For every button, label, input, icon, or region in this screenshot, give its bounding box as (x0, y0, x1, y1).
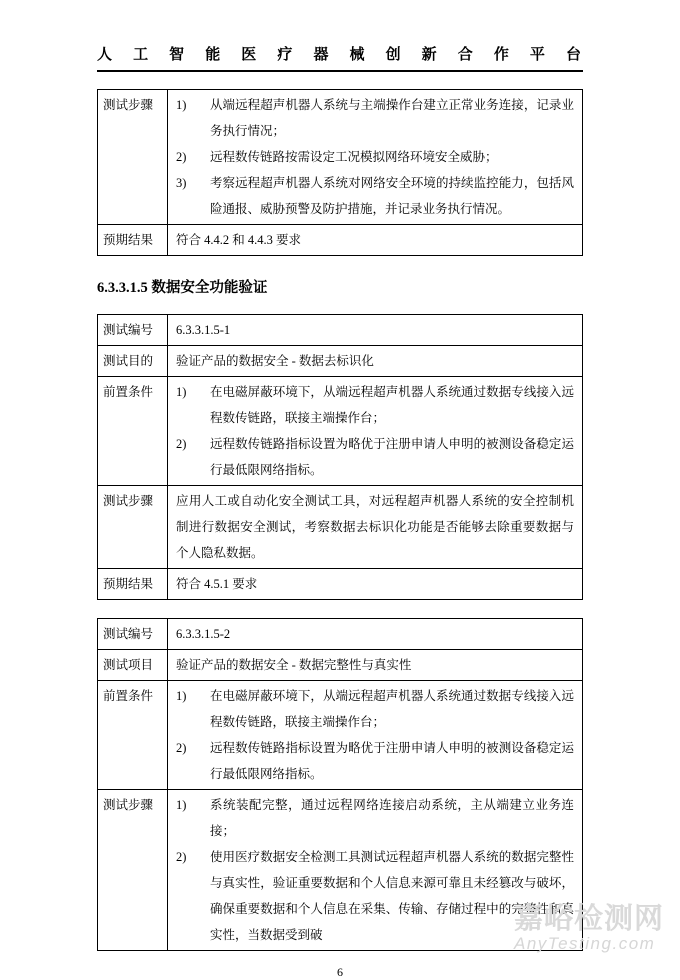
table-row (98, 619, 583, 650)
test-table-continued (97, 89, 583, 256)
table-row (98, 346, 583, 377)
cell-text: 6.3.3.1.5-2 (176, 627, 231, 641)
cell-text: 应用人工或自动化安全测试工具，对远程超声机器人系统的安全控制机制进行数据安全测试，考察数据去标识化功能是否能够去除重要数据与个人隐私数据。 (176, 494, 574, 560)
numbered-item (176, 683, 574, 735)
item-text: 使用医疗数据安全检测工具测试远程超声机器人系统的数据完整性与真实性，验证重要数据和个人信息来源可靠且未经篡改与破坏，确保重要数据和个人信息在采集、传输、存储过程中的完整性和真实性，当数据受到破 (210, 850, 574, 942)
row-label-cell: 测试编号 (98, 619, 168, 650)
row-content-cell (168, 315, 583, 346)
row-label-cell: 测试项目 (98, 650, 168, 681)
item-number: 2) (176, 741, 187, 755)
row-label-cell: 测试步骤 (98, 486, 168, 569)
item-text: 远程数传链路指标设置为略优于注册申请人申明的被测设备稳定运行最低限网络指标。 (210, 741, 574, 781)
table-row (98, 225, 583, 256)
item-text: 在电磁屏蔽环境下，从端远程超声机器人系统通过数据专线接入远程数传链路，联接主端操作台； (210, 385, 574, 425)
row-label-cell: 测试目的 (98, 346, 168, 377)
item-number: 2) (176, 150, 187, 164)
row-content-cell (168, 90, 583, 225)
table-row (98, 790, 583, 951)
table-row (98, 650, 583, 681)
row-label-cell: 测试步骤 (98, 790, 168, 951)
header-rule (97, 70, 583, 72)
row-label-cell: 预期结果 (98, 569, 168, 600)
section-heading: 6.3.3.1.5 数据安全功能验证 (97, 280, 268, 296)
test-table-case-2 (97, 618, 583, 951)
page-content (97, 46, 583, 980)
table-row (98, 377, 583, 486)
table-row (98, 315, 583, 346)
item-number: 1) (176, 98, 187, 112)
item-number: 3) (176, 176, 187, 190)
page-header-title: 人工智能医疗器械创新合作平台 (97, 47, 583, 63)
page-number: 6 (337, 965, 343, 979)
item-text: 系统装配完整，通过远程网络连接启动系统，主从端建立业务连接； (210, 798, 574, 838)
numbered-item (176, 431, 574, 483)
row-content-cell (168, 225, 583, 256)
numbered-item (176, 792, 574, 844)
item-number: 1) (176, 689, 187, 703)
row-content-cell (168, 681, 583, 790)
row-label-cell: 测试步骤 (98, 90, 168, 225)
row-content-cell (168, 486, 583, 569)
item-text: 在电磁屏蔽环境下，从端远程超声机器人系统通过数据专线接入远程数传链路，联接主端操作台； (210, 689, 574, 729)
cell-text: 符合 4.5.1 要求 (176, 577, 258, 591)
table-row (98, 569, 583, 600)
item-text: 远程数传链路指标设置为略优于注册申请人申明的被测设备稳定运行最低限网络指标。 (210, 437, 574, 477)
row-label-cell: 前置条件 (98, 377, 168, 486)
row-content-cell (168, 619, 583, 650)
cell-text: 6.3.3.1.5-1 (176, 323, 231, 337)
item-text: 远程数传链路按需设定工况模拟网络环境安全威胁； (210, 150, 498, 164)
row-content-cell (168, 377, 583, 486)
watermark-text-en: AnyTesting.com (513, 934, 656, 953)
row-content-cell (168, 569, 583, 600)
row-label-cell: 预期结果 (98, 225, 168, 256)
item-text: 考察远程超声机器人系统对网络安全环境的持续监控能力，包括风险通报、威胁预警及防护措施，并记录业务执行情况。 (210, 176, 574, 216)
numbered-item (176, 92, 574, 144)
table-row (98, 90, 583, 225)
numbered-item (176, 735, 574, 787)
table-row (98, 681, 583, 790)
item-number: 2) (176, 437, 187, 451)
watermark-text-cn: 嘉峪检测网 (513, 903, 664, 935)
numbered-item (176, 170, 574, 222)
row-content-cell (168, 650, 583, 681)
row-label-cell: 前置条件 (98, 681, 168, 790)
cell-text: 验证产品的数据安全 - 数据完整性与真实性 (176, 658, 412, 672)
item-number: 1) (176, 385, 187, 399)
item-number: 1) (176, 798, 187, 812)
row-content-cell (168, 346, 583, 377)
cell-text: 验证产品的数据安全 - 数据去标识化 (176, 354, 374, 368)
numbered-item (176, 144, 574, 170)
row-label-cell: 测试编号 (98, 315, 168, 346)
cell-text: 符合 4.4.2 和 4.4.3 要求 (176, 233, 302, 247)
item-text: 从端远程超声机器人系统与主端操作台建立正常业务连接，记录业务执行情况； (210, 98, 574, 138)
item-number: 2) (176, 850, 187, 864)
watermark (514, 904, 664, 953)
numbered-item (176, 379, 574, 431)
table-row (98, 486, 583, 569)
test-table-case-1 (97, 314, 583, 600)
